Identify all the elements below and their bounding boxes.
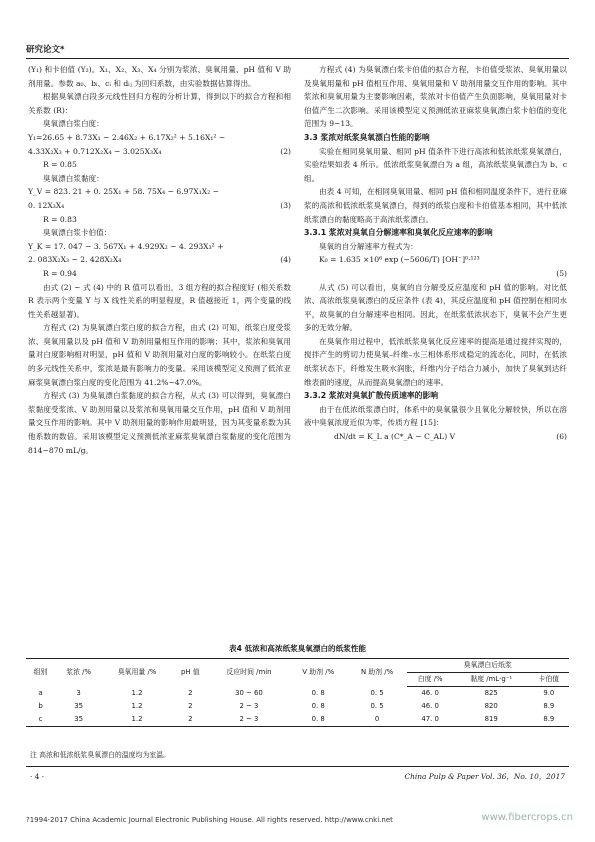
table-cell: 825 xyxy=(484,689,498,697)
table-cell: 9.0 xyxy=(543,689,555,697)
table-row xyxy=(26,700,569,713)
left-column xyxy=(28,63,291,457)
journal-citation: China Pulp & Paper Vol. 36，No. 10，2017 xyxy=(404,772,565,781)
paragraph: 方程式 (2) 为臭氧漂白浆白度的拟合方程，由式 (2) 可知，纸浆白度受浆浓、臭氧用量以及 pH 值和 V 助剂用量相互作用的影响；其中，浆浓和臭氧用量对白度影响相对明显，pH 值和 V 助剂用量对白度的影响较小。在纸浆白度的多元线性关系中，浆浓是最有影响力的变量。采用该模型定义预测了低浓亚麻浆臭氧漂白浆白度的变化范围为 41.2%~47.0%。 xyxy=(28,323,291,387)
table-cell: 1.2 xyxy=(131,702,143,710)
equation-number: (4) xyxy=(280,255,291,265)
table-cell: 2 ~ 3 xyxy=(239,702,259,710)
equation-number: (3) xyxy=(280,200,291,210)
table-cell: 1.2 xyxy=(131,688,143,697)
table-header: V 助剂 /% xyxy=(289,659,347,687)
table-cell: c xyxy=(26,713,55,727)
equation-label: 臭氧漂白浆白度： xyxy=(43,119,104,129)
table-subheader: 卡伯值 xyxy=(529,673,569,687)
equation-line: K₀ = 1.635 ×10⁶ exp (−5606/T) [OH⁻]⁰·¹²³ xyxy=(319,255,480,265)
table-header: 组别 xyxy=(26,659,55,687)
table-subheader: 白度 /% xyxy=(407,673,454,687)
equation-row xyxy=(28,253,291,267)
table-header: N 助剂 /% xyxy=(347,659,406,687)
table-cell: 0. 8 xyxy=(311,702,325,710)
table-cell: 0. 8 xyxy=(289,713,347,727)
table-cell: 1.2 xyxy=(102,713,172,727)
table-cell: 8.9 xyxy=(543,702,555,710)
paragraph: 根据臭氧漂白段多元线性回归方程的分析计算，得到以下的拟合方程和相关系数 (R)： xyxy=(28,92,291,115)
equation-row xyxy=(304,430,567,444)
table-cell: 46. 0 xyxy=(421,689,439,697)
table-cell: 2 xyxy=(188,688,193,697)
table-group-header: 臭氧漂白后纸浆 xyxy=(407,659,569,673)
table-cell: 2 xyxy=(172,713,209,727)
footer-rule xyxy=(26,766,569,767)
equation-number: (5) xyxy=(556,268,567,278)
equation-row xyxy=(28,145,291,159)
table-cell: 46. 0 xyxy=(421,702,439,710)
table-cell: 3 xyxy=(76,688,81,697)
section-heading: 3.3 浆浓对纸浆臭氧漂白性能的影响 xyxy=(304,132,430,142)
table-header: 臭氧用量 /% xyxy=(102,659,172,687)
table-cell: a xyxy=(38,688,43,697)
equation-line: Y₁=26.65 + 8.73X₁ − 2.46X₂ + 6.17X₂² + 5.16X₁² − xyxy=(28,132,226,142)
table-cell: 820 xyxy=(484,702,498,710)
table-note: 注 高浓和低浓纸浆臭氧漂白的温度均为室温。 xyxy=(30,751,171,759)
paragraph: 从式 (5) 可以看出，臭氧的自分解受反应温度和 pH 值的影响。对比低浓、高浓纸浆臭氧漂白的反应条件 (表 4)，其反应温度和 pH 值控制在相同水平，故臭氧的自分解速率也相同。因此，在纸浆低浓状态下，臭氧不会产生更多的无效分解。 xyxy=(304,282,567,333)
table-cell: 8.9 xyxy=(529,713,569,727)
table-subheader: 黏度 /mL·g⁻¹ xyxy=(454,673,529,687)
table-body xyxy=(26,687,569,727)
table-cell: 0 xyxy=(347,713,406,727)
table-cell: 30 ~ 60 xyxy=(235,688,263,697)
equation-line: 0. 12X₃X₄ xyxy=(28,200,65,210)
table-cell: 35 xyxy=(74,702,83,710)
table-header: 反应时间 /min xyxy=(209,659,289,687)
header-rule xyxy=(26,58,569,59)
paragraph: 方程式 (4) 为臭氧漂白浆卡伯值的拟合方程，卡伯值受浆浓、臭氧用量以及臭氧用量和 pH 值相互作用、臭氧用量和 V 助剂用量交互作用的影响。其中浆浓和臭氧用量为主要影响因素，浆浓对卡伯值产生负面影响，臭氧用量对卡伯值产生二次影响。采用该模型定义预测低浓亚麻浆臭氧漂白浆卡伯值的变化范围为 9~13。 xyxy=(304,65,567,129)
table-title: 表4 低浓和高浓纸浆臭氧漂白的纸浆性能 xyxy=(228,644,367,653)
results-table xyxy=(26,658,569,727)
table-cell: 2 xyxy=(188,702,193,710)
equation-number: (6) xyxy=(556,432,567,442)
paragraph: 由于在低浓纸浆漂白时，体系中的臭氧量很少且氧化分解较快，所以在溶液中臭氧浓度近似为零，传质方程 [15]： xyxy=(304,404,567,428)
equation-label: 臭氧漂白浆卡伯值： xyxy=(43,228,112,238)
table-cell: 35 xyxy=(55,713,102,727)
equation-line: Y_K = 17. 047 − 3. 567X₁ + 4.929X₂ − 4. 293X₃² + xyxy=(28,241,224,251)
equation-line: Y_V = 823. 21 + 0. 25X₁ + 58. 75X₄ − 6.97X₁X₂ − xyxy=(28,187,220,197)
copyright-line: ?1994-2017 China Academic Journal Electronic Publishing House. All rights reserved. http://www.cnki.net xyxy=(26,816,393,824)
equation-row xyxy=(28,199,291,213)
paragraph: (Y₁) 和卡伯值 (Y₂)。X₁、X₂、X₃、X₄ 分别为浆浓、臭氧用量、pH 值和 V 助剂用量。参数 a₀、bᵢ、cᵢ 和 dᵢⱼ 为回归系数，由实验数据估算得出。 xyxy=(28,65,291,88)
equation-label: 臭氧漂白浆黏度： xyxy=(43,173,104,183)
watermark: www.fibercrops.cn xyxy=(481,812,573,823)
right-column xyxy=(304,63,567,444)
table-cell: 819 xyxy=(454,713,529,727)
equation-number: (2) xyxy=(280,146,291,156)
equation-line: dN/dt = K_L a (C*_A − C_AL) V xyxy=(334,432,456,442)
correlation-value: R = 0.85 xyxy=(43,160,77,170)
page-number: · 4 · xyxy=(30,772,45,781)
paragraph: 由表 4 可知，在相同臭氧用量、相同 pH 值和相同温度条件下，进行亚麻浆的高浓和低浓纸浆臭氧漂白，得到的纸浆白度和卡伯值基本相同，其中低浓纸浆漂白的黏度略高于高浓纸浆漂白。 xyxy=(304,187,567,224)
paragraph: 臭氧的自分解速率方程式为： xyxy=(319,241,418,251)
table-cell: 2 ~ 3 xyxy=(209,713,289,727)
table-header: 浆浓 /% xyxy=(55,659,102,687)
paragraph: 在臭氧作用过程中，低浓纸浆臭氧化反应速率的提高是通过搅拌实现的，搅拌产生的剪切力使臭氧–纤维–水三相体系形成稳定的流态化，同时，在低浓纸浆状态下，纤维发生吸水润胀，纤维内分子结合力减小，加快了臭氧到达纤维表面的速度，从而提高臭氧漂白的速率。 xyxy=(304,336,567,387)
table-row xyxy=(26,713,569,727)
paragraph: 由式 (2) ~ 式 (4) 中的 R 值可以看出，3 组方程的拟合程度好 (相关系数 R 表示两个变量 Y 与 X 线性关系的明显程度，R 值越接近 1，两个变量的线性关系越显著)。 xyxy=(28,282,291,319)
subsection-heading: 3.3.1 浆浓对臭氧自分解速率和臭氧化反应速率的影响 xyxy=(304,228,493,238)
subsection-heading: 3.3.2 浆浓对臭氧扩散传质速率的影响 xyxy=(304,391,439,401)
table-cell: 47. 0 xyxy=(407,713,454,727)
correlation-value: R = 0.83 xyxy=(43,214,77,224)
equation-line: 2. 083X₂X₃ − 2. 428X₂X₄ xyxy=(28,255,122,265)
paragraph: 方程式 (3) 为臭氧漂白浆黏度的拟合方程，从式 (3) 可以得到，臭氧漂白浆黏度受浆浓、V 助剂用量以及浆浓和臭氧用量交互作用，pH 值和 V 助剂用量交互作用的影响。其中 V 助剂用量的影响作用最明显，因为其变量系数为其他系数的数倍。采用该模型定义预测低浓亚麻浆臭氧漂白浆黏度的变化范围为 814~870 mL/g。 xyxy=(28,391,291,455)
equation-line: 4.33X₂X₃ + 0.712X₂X₄ − 3.025X₃X₄ xyxy=(28,146,162,156)
table-row xyxy=(26,687,569,701)
table-cell: 0. 5 xyxy=(370,702,384,710)
paragraph: 实验在相同臭氧用量、相同 pH 值条件下进行高浓和低浓纸浆臭氧漂白，实验结果如表 4 所示。低浓纸浆臭氧漂白为 a 组，高浓纸浆臭氧漂白为 b、c 组。 xyxy=(304,146,567,183)
correlation-value: R = 0.94 xyxy=(43,268,77,278)
equation-row xyxy=(304,267,567,281)
section-header: 研究论文* xyxy=(26,45,65,55)
table-cell: b xyxy=(38,702,43,710)
table-cell: 0. 8 xyxy=(311,688,325,697)
table-cell: 0. 5 xyxy=(370,688,384,697)
table-header: pH 值 xyxy=(172,659,209,687)
